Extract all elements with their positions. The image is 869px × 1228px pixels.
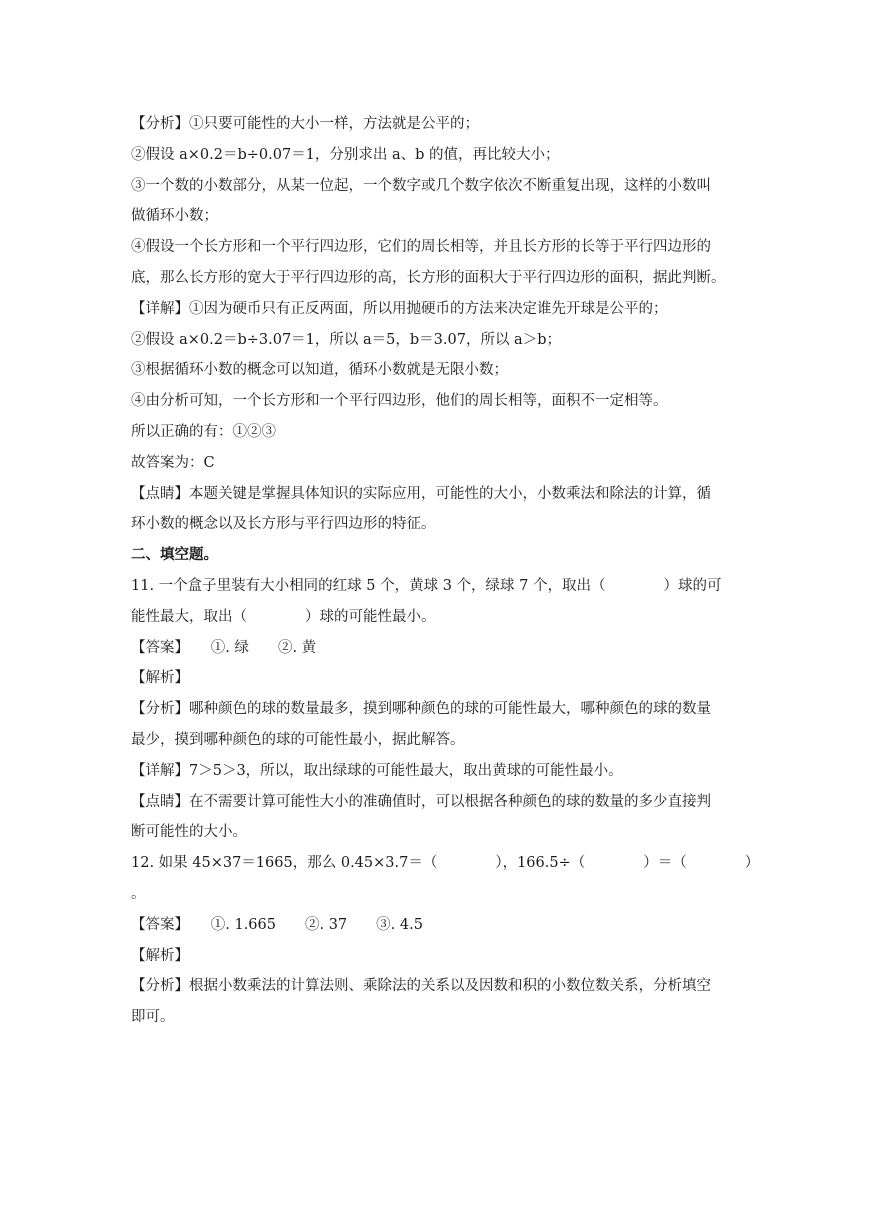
answer-line: 故答案为：C (131, 454, 215, 471)
detail-line-4: ④由分析可知，一个长方形和一个平行四边形，他们的周长相等，面积不一定相等。 (131, 393, 668, 410)
analysis-line-1: 【分析】①只要可能性的大小一样，方法就是公平的； (131, 116, 479, 132)
detail-line-1: 【详解】①因为硬币只有正反两面，所以用抛硬币的方法来决定谁先开球是公平的； (131, 300, 668, 317)
analysis-line-6: 底，那么长方形的宽大于平行四边形的高，长方形的面积大于平行四边形的面积，据此判断。 (131, 269, 726, 286)
comment-line-2: 环小数的概念以及长方形与平行四边形的特征。 (131, 516, 436, 533)
question-11-line-1: 11. 一个盒子里装有大小相同的红球 5 个，黄球 3 个，绿球 7 个，取出（ ）球的可 (131, 577, 722, 594)
question-12-analysis-2: 即可。 (131, 1009, 175, 1026)
analysis-line-5: ④假设一个长方形和一个平行四边形，它们的周长相等，并且长方形的长等于平行四边形的 (131, 239, 711, 256)
question-12-line-1: 12. 如果 45×37＝1665，那么 0.45×3.7＝（ ），166.5÷（ ）＝（ ） (131, 855, 760, 872)
detail-line-2: ②假设 a×0.2＝b÷3.07＝1，所以 a＝5，b＝3.07，所以 a＞b； (131, 331, 561, 348)
document-body (131, 110, 760, 1034)
question-12-analysis-1: 【分析】根据小数乘法的计算法则、乘除法的关系以及因数和积的小数位数关系，分析填空 (131, 978, 711, 995)
analysis-line-4: 做循环小数； (131, 208, 218, 225)
question-12-solution-label: 【解析】 (131, 947, 189, 964)
question-11-solution-label: 【解析】 (131, 670, 189, 687)
question-11-analysis-2: 最少，摸到哪种颜色的球的可能性最小，据此解答。 (131, 731, 465, 748)
question-12-answer: 【答案】 ①. 1.665 ②. 37 ③. 4.5 (131, 916, 423, 933)
question-11-line-2: 能性最大，取出（ ）球的可能性最小。 (131, 608, 436, 625)
analysis-line-3: ③一个数的小数部分，从某一位起，一个数字或几个数字依次不断重复出现，这样的小数叫 (131, 177, 711, 194)
question-11-analysis-1: 【分析】哪种颜色的球的数量最多，摸到哪种颜色的球的可能性最大，哪种颜色的球的数量 (131, 701, 711, 718)
question-11-comment-1: 【点睛】在不需要计算可能性大小的准确值时，可以根据各种颜色的球的数量的多少直接判 (131, 793, 711, 810)
question-11-comment-2: 断可能性的大小。 (131, 824, 247, 841)
question-11-answer: 【答案】 ①. 绿 ②. 黄 (131, 639, 317, 656)
comment-line-1: 【点睛】本题关键是掌握具体知识的实际应用，可能性的大小，小数乘法和除法的计算，循 (131, 485, 711, 502)
conclusion-line: 所以正确的有：①②③ (131, 423, 276, 440)
section-heading: 二、填空题。 (131, 546, 218, 564)
question-11-detail: 【详解】7＞5＞3，所以，取出绿球的可能性最大，取出黄球的可能性最小。 (131, 762, 623, 779)
detail-line-3: ③根据循环小数的概念可以知道，循环小数就是无限小数； (131, 362, 508, 379)
analysis-line-2: ②假设 a×0.2＝b÷0.07＝1，分别求出 a、b 的值，再比较大小； (131, 146, 560, 163)
question-12-line-2: 。 (131, 885, 146, 902)
